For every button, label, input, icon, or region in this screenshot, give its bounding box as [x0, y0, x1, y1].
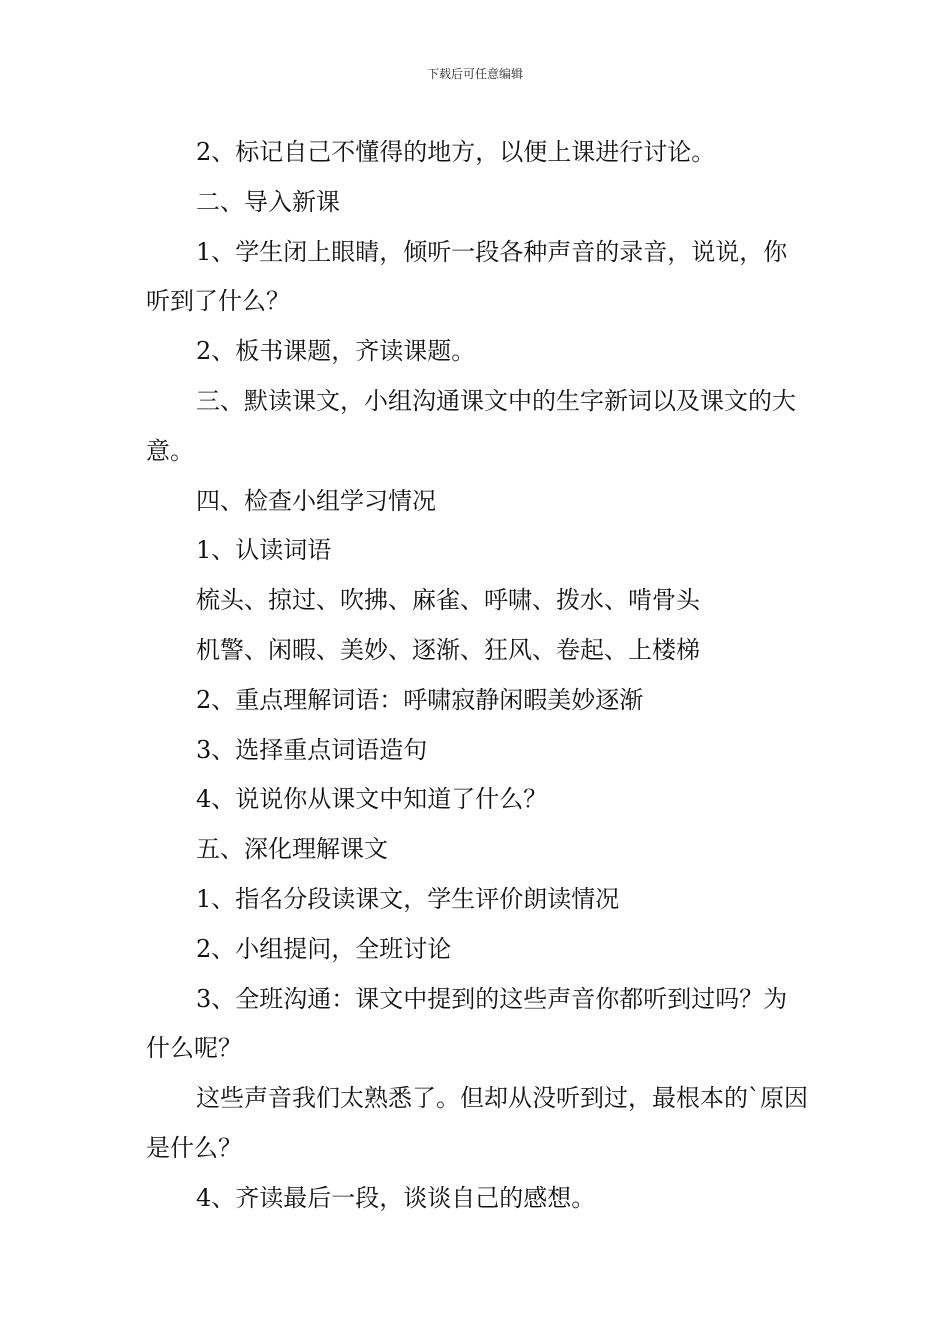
paragraph: 2、小组提问，全班讨论	[196, 934, 452, 963]
paragraph: 这些声音我们太熟悉了。但却从没听到过，最根本的`原因是什么？	[146, 1084, 808, 1162]
section-heading: 五、深化理解课文	[196, 835, 388, 864]
paragraph: 2、板书课题，齐读课题。	[196, 337, 476, 366]
paragraph: 4、说说你从课文中知道了什么？	[196, 785, 548, 814]
word-list: 机警、闲暇、美妙、逐渐、狂风、卷起、上楼梯	[196, 635, 700, 664]
paragraph: 1、认读词语	[196, 536, 332, 565]
paragraph: 3、全班沟通：课文中提到的这些声音你都听到过吗？为什么呢？	[146, 984, 788, 1063]
section-heading: 三、默读课文，小组沟通课文中的生字新词以及课文的大意。	[146, 386, 796, 465]
word-list: 梳头、掠过、吹拂、麻雀、呼啸、拨水、啃骨头	[196, 586, 700, 615]
paragraph: 4、齐读最后一段，谈谈自己的感想。	[196, 1183, 596, 1212]
paragraph: 1、学生闭上眼睛，倾听一段各种声音的录音，说说，你听到了什么？	[146, 237, 788, 316]
document-body	[146, 128, 810, 1224]
paragraph: 1、指名分段读课文，学生评价朗读情况	[196, 884, 620, 913]
paragraph: 3、选择重点词语造句	[196, 735, 428, 764]
paragraph: 2、标记自己不懂得的地方，以便上课进行讨论。	[196, 138, 716, 166]
paragraph: 2、重点理解词语：呼啸寂静闲暇美妙逐渐	[196, 685, 644, 714]
section-heading: 四、检查小组学习情况	[196, 486, 436, 515]
page-header: 下载后可任意编辑	[426, 67, 523, 81]
section-heading: 二、导入新课	[196, 187, 340, 216]
